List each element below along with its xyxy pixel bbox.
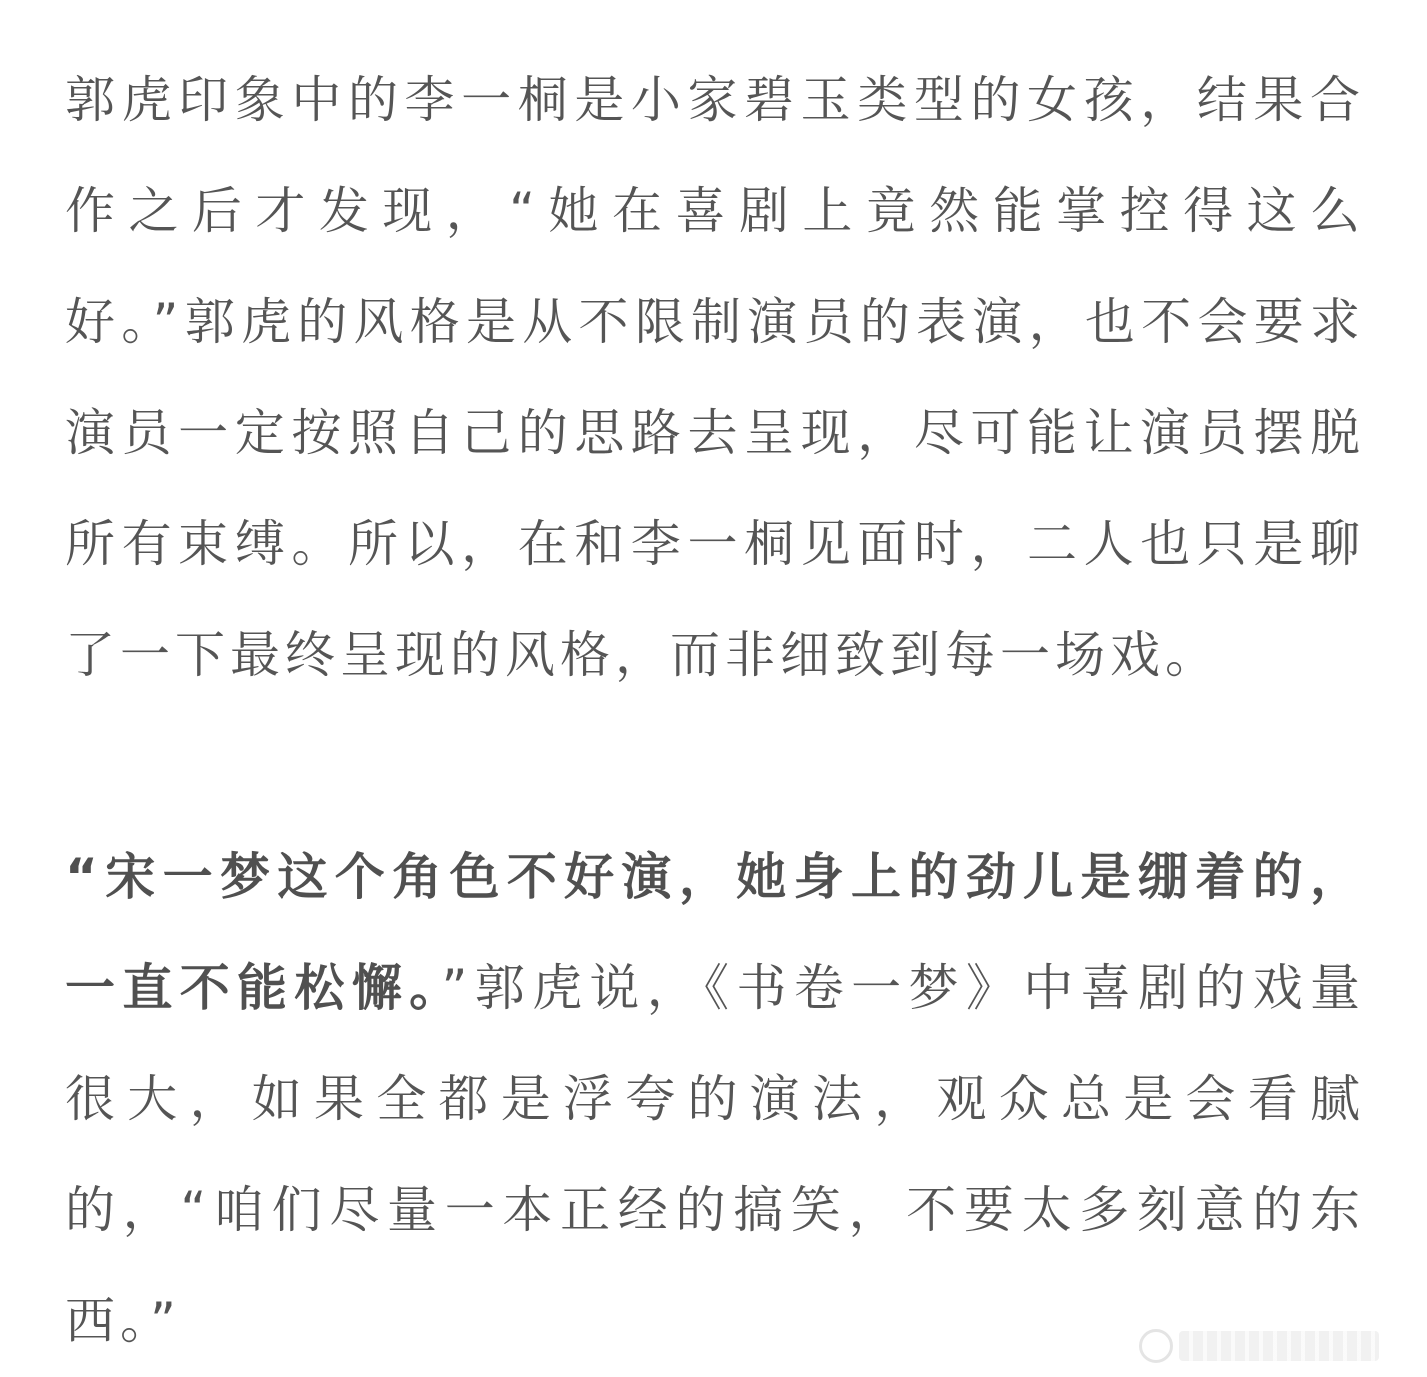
watermark-handle-bar [1179, 1331, 1379, 1361]
quote-bold: “宋一梦这个角色不好演，她身上的劲儿是绷着的，一直不能松懈。 [65, 848, 1365, 1017]
watermark [1139, 1329, 1379, 1363]
weibo-watermark-icon [1139, 1329, 1173, 1363]
paragraph-spacer [65, 711, 1365, 822]
article-body [65, 45, 1365, 1377]
paragraph-2-rest: ”郭虎说，《书卷一梦》中喜剧的戏量很大，如果全都是浮夸的演法，观众总是会看腻的，“咱们尽量一本正经的搞笑，不要太多刻意的东西。” [65, 959, 1366, 1350]
paragraph-1: 郭虎印象中的李一桐是小家碧玉类型的女孩，结果合作之后才发现，“她在喜剧上竟然能掌控得这么好。”郭虎的风格是从不限制演员的表演，也不会要求演员一定按照自己的思路去呈现，尽可能让演员摆脱所有束缚。所以，在和李一桐见面时，二人也只是聊了一下最终呈现的风格，而非细致到每一场戏。 [65, 71, 1365, 684]
paragraph-2 [65, 822, 1365, 1377]
